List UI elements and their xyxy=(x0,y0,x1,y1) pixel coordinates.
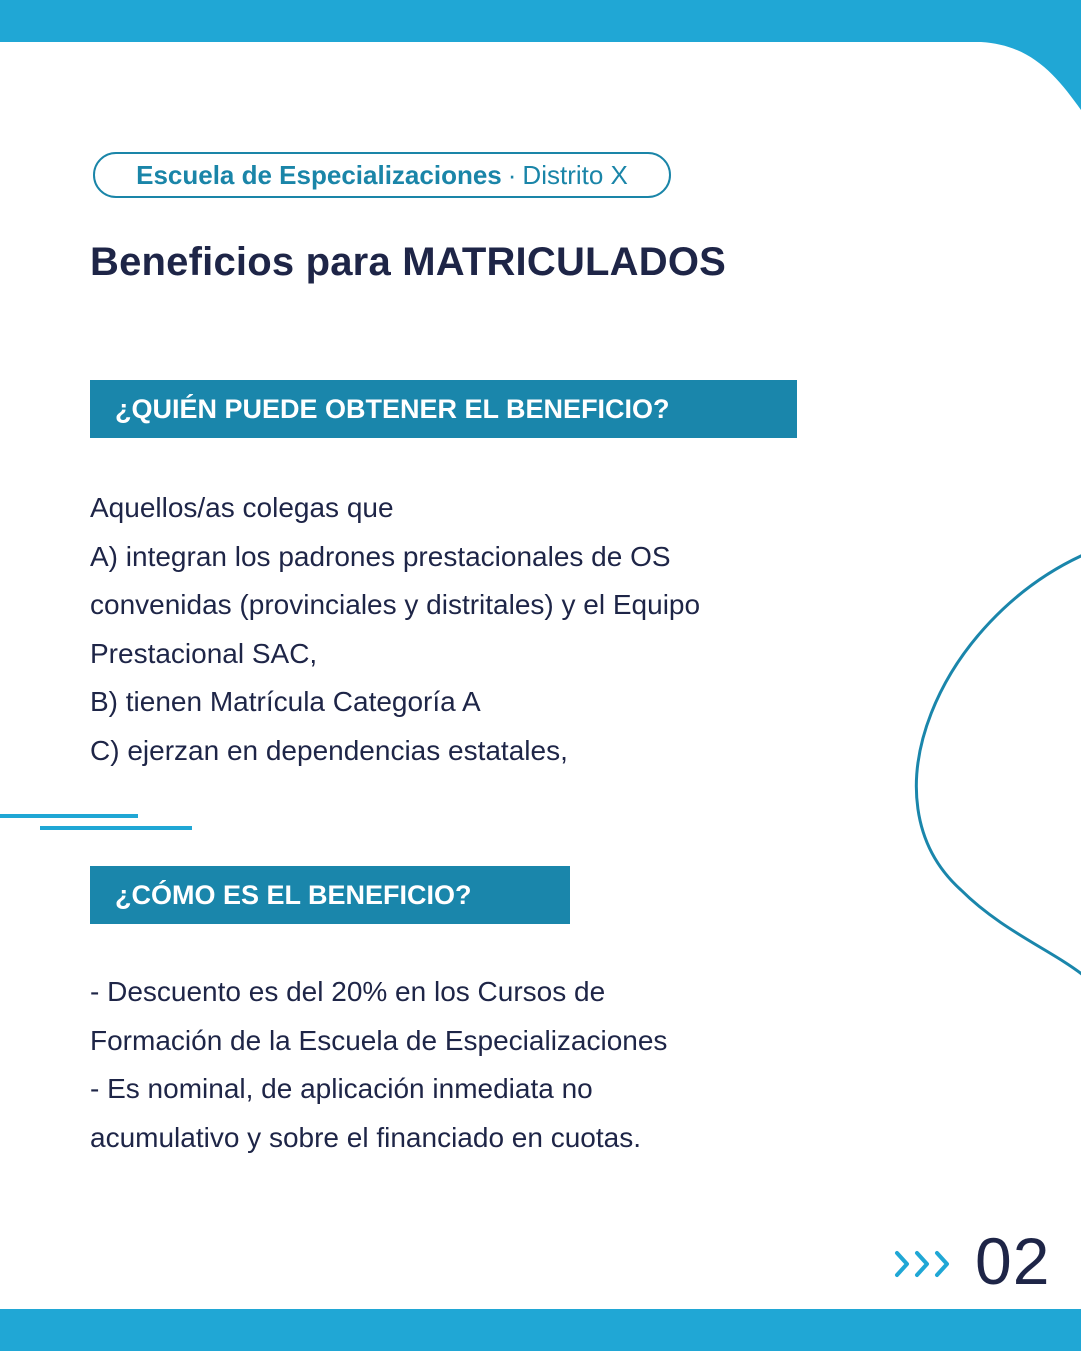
who-line: Aquellos/as colegas que xyxy=(90,492,394,523)
how-line: Formación de la Escuela de Especializaciones xyxy=(90,1024,668,1056)
who-section-heading xyxy=(90,380,797,438)
who-section-heading-text: ¿QUIÉN PUEDE OBTENER EL BENEFICIO? xyxy=(115,393,670,424)
who-section-body xyxy=(90,484,870,775)
decorative-line xyxy=(40,826,192,830)
school-badge xyxy=(93,152,671,198)
who-line: Prestacional SAC, xyxy=(90,637,318,669)
district-name: Distrito X xyxy=(522,159,628,190)
decorative-line xyxy=(0,814,138,818)
badge-separator: · xyxy=(507,159,517,190)
who-line: A) integran los padrones prestacionales de OS xyxy=(90,540,671,572)
top-accent-bar xyxy=(0,0,1081,42)
how-line: - Descuento es del 20% en los Cursos de xyxy=(90,976,606,1007)
page-number: 02 xyxy=(975,1224,1051,1298)
bottom-accent-bar xyxy=(0,1309,1081,1351)
page-title: Beneficios para MATRICULADOS xyxy=(90,240,727,284)
top-corner-curve xyxy=(921,0,1081,110)
how-section-body xyxy=(90,968,850,1162)
how-section-heading xyxy=(90,866,570,924)
who-line: B) tienen Matrícula Categoría A xyxy=(90,686,481,717)
how-line: - Es nominal, de aplicación inmediata no xyxy=(90,1073,593,1104)
who-line: convenidas (provinciales y distritales) y el Equipo xyxy=(90,589,701,620)
triple-chevron-right-icon xyxy=(893,1247,955,1281)
how-section-heading-text: ¿CÓMO ES EL BENEFICIO? xyxy=(115,879,472,910)
school-name: Escuela de Especializaciones xyxy=(136,159,502,190)
how-line: acumulativo y sobre el financiado en cuotas. xyxy=(90,1121,641,1153)
decorative-side-curve xyxy=(901,540,1081,980)
who-line: C) ejerzan en dependencias estatales, xyxy=(90,734,568,766)
